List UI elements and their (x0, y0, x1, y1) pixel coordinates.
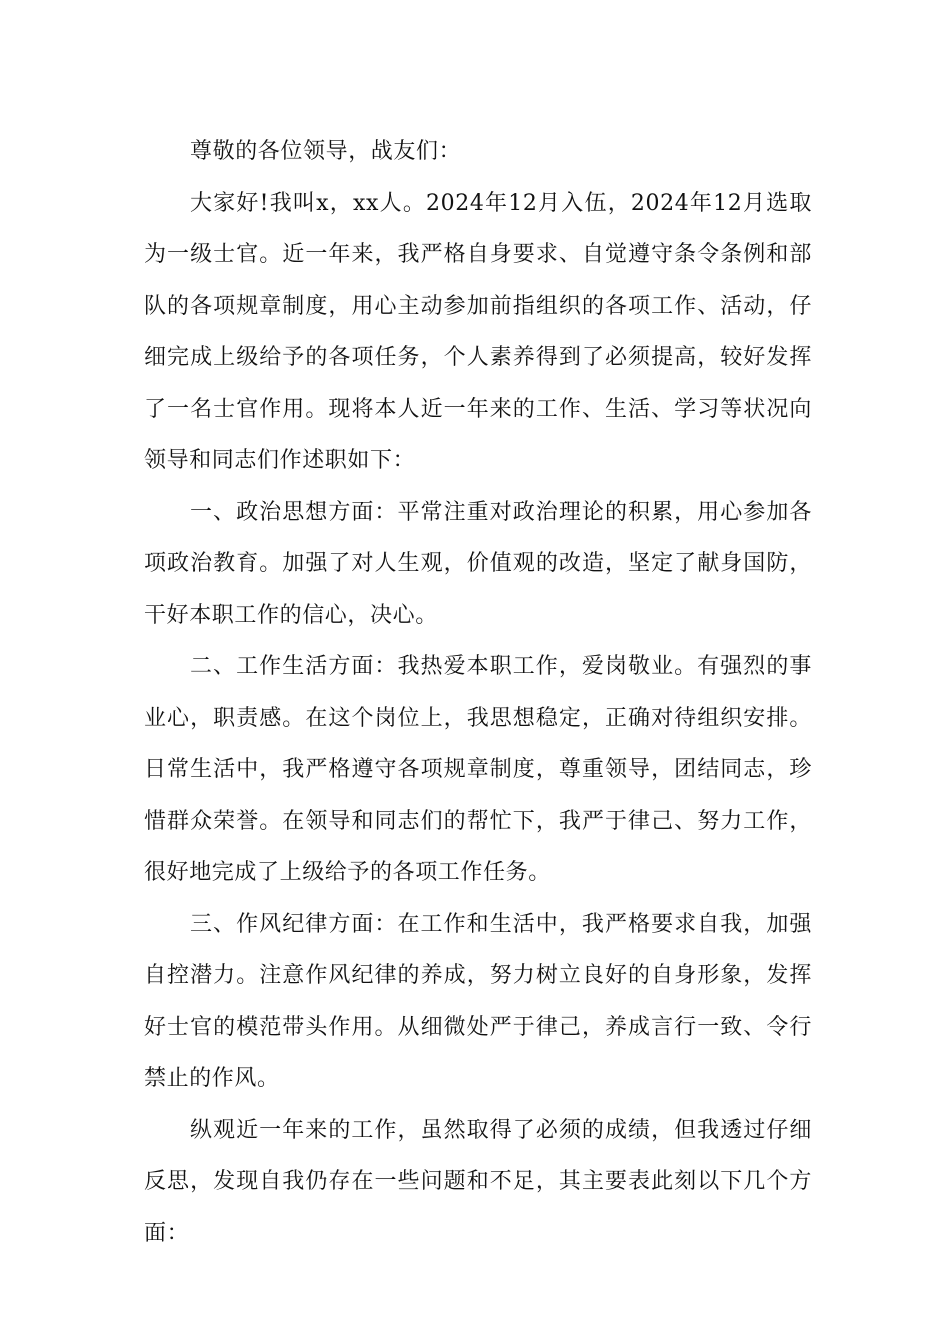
paragraph-work-life: 二、工作生活方面：我热爱本职工作，爱岗敬业。有强烈的事业心，职责感。在这个岗位上，我思想稳定，正确对待组织安排。日常生活中，我严格遵守各项规章制度，尊重领导，团结同志，珍惜群众荣誉。在领导和同志们的帮忙下，我严于律己、努力工作，很好地完成了上级给予的各项工作任务。 (144, 654, 812, 885)
document-body (144, 126, 812, 1259)
paragraph-introduction: 大家好!我叫x，xx人。2024年12月入伍，2024年12月选取为一级士官。近一年来，我严格自身要求、自觉遵守条令条例和部队的各项规章制度，用心主动参加前指组织的各项工作、活动，仔细完成上级给予的各项任务，个人素养得到了必须提高，较好发挥了一名士官作用。现将本人近一年来的工作、生活、学习等状况向领导和同志们作述职如下： (144, 190, 812, 473)
paragraph-reflection: 纵观近一年来的工作，虽然取得了必须的成绩，但我透过仔细反思，发现自我仍存在一些问题和不足，其主要表此刻以下几个方面： (144, 1117, 812, 1246)
paragraph-political-thought: 一、政治思想方面：平常注重对政治理论的积累，用心参加各项政治教育。加强了对人生观，价值观的改造，坚定了献身国防，干好本职工作的信心，决心。 (144, 499, 812, 628)
salutation: 尊敬的各位领导，战友们： (190, 139, 462, 164)
paragraph-style-discipline: 三、作风纪律方面：在工作和生活中，我严格要求自我，加强自控潜力。注意作风纪律的养成，努力树立良好的自身形象，发挥好士官的模范带头作用。从细微处严于律己，养成言行一致、令行禁止的作风。 (144, 911, 812, 1091)
